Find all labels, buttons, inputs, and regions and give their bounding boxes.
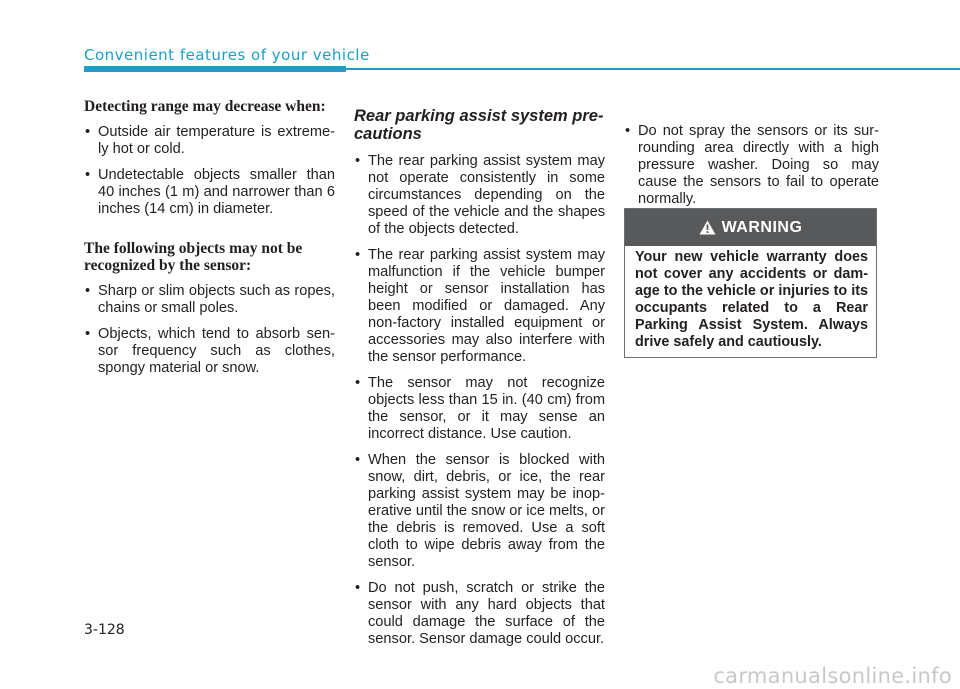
bullet: •: [85, 326, 91, 342]
precautions-title: Rear parking assist system pre-cautions: [354, 107, 604, 143]
list-item: [354, 375, 605, 443]
list-item-text: Objects, which tend to absorb sen-sor frequency such as clothes, spongy material or snow.: [98, 326, 335, 376]
section-title: Convenient features of your vehicle: [84, 46, 370, 64]
detecting-range-heading: Detecting range may decrease when:: [84, 98, 326, 115]
list-item: [354, 247, 605, 366]
list-item: [354, 452, 605, 571]
column-left: [84, 98, 335, 386]
watermark: carmanualsonline.info: [713, 664, 952, 688]
warning-triangle-icon: [699, 220, 716, 235]
list-item-text: When the sensor is blocked with snow, dirt, debris, or ice, the rear parking assist system may be inop-erative until the snow or ice melts, or the debris is removed. Use a soft cloth to wipe debris away from the sensor.: [368, 452, 605, 570]
list-item-text: Do not push, scratch or strike the sensor with any hard objects that could damage the surface of the sensor. Sensor damage could occur.: [368, 580, 605, 647]
bullet: •: [355, 153, 361, 169]
list-item-text: Sharp or slim objects such as ropes, chains or small poles.: [98, 283, 335, 316]
bullet: •: [85, 167, 91, 183]
list-item: [84, 326, 335, 377]
warning-box: [624, 208, 877, 358]
list-item: [84, 167, 335, 218]
header-accent-bar: [84, 66, 346, 72]
list-item-text: Undetectable objects smaller than 40 inches (1 m) and narrower than 6 inches (14 cm) in diameter.: [98, 167, 335, 217]
column-middle: [354, 107, 605, 657]
bullet: •: [625, 123, 631, 139]
warning-header: [625, 209, 876, 246]
list-item-text: The sensor may not recognize objects less than 15 in. (40 cm) from the sensor, or it may sense an incorrect distance. Use caution.: [368, 375, 605, 442]
bullet: •: [85, 283, 91, 299]
column-right: [624, 123, 879, 217]
list-item-text: Outside air temperature is extreme-ly hot or cold.: [98, 124, 335, 157]
bullet: •: [355, 375, 361, 391]
list-item: [84, 283, 335, 317]
list-item: [84, 124, 335, 158]
detecting-range-list: [84, 124, 335, 218]
list-item: [354, 580, 605, 648]
warning-text: Your new vehicle warranty does not cover any accidents or dam-age to the vehicle or injuries to its occupants related to a Rear Parking Assist System. Always drive safely and cautiously.: [635, 249, 868, 350]
warning-label: WARNING: [721, 218, 803, 236]
list-item-text: The rear parking assist system may not operate consistently in some circumstances depending on the speed of the vehicle and the shapes of the objects detected.: [368, 153, 605, 237]
unrecognized-objects-list: [84, 283, 335, 377]
unrecognized-objects-heading: The following objects may not be recognized by the sensor:: [84, 240, 303, 274]
list-item: [354, 153, 605, 238]
precautions-list: [354, 153, 605, 648]
bullet: •: [355, 580, 361, 596]
bullet: •: [355, 452, 361, 468]
list-item-text: The rear parking assist system may malfunction if the vehicle bumper height or sensor installation has been modified or damaged. Any non-factory installed equipment or accessories may also interfere with the sensor performance.: [368, 247, 605, 365]
header-rule: [346, 68, 960, 70]
page-number: 3-128: [84, 622, 125, 638]
spray-caution-list: [624, 123, 879, 208]
list-item: [624, 123, 879, 208]
list-item-text: Do not spray the sensors or its sur-rounding area directly with a high pressure washer. Doing so may cause the sensors to fail to operate normally.: [638, 123, 879, 207]
bullet: •: [355, 247, 361, 263]
bullet: •: [85, 124, 91, 140]
